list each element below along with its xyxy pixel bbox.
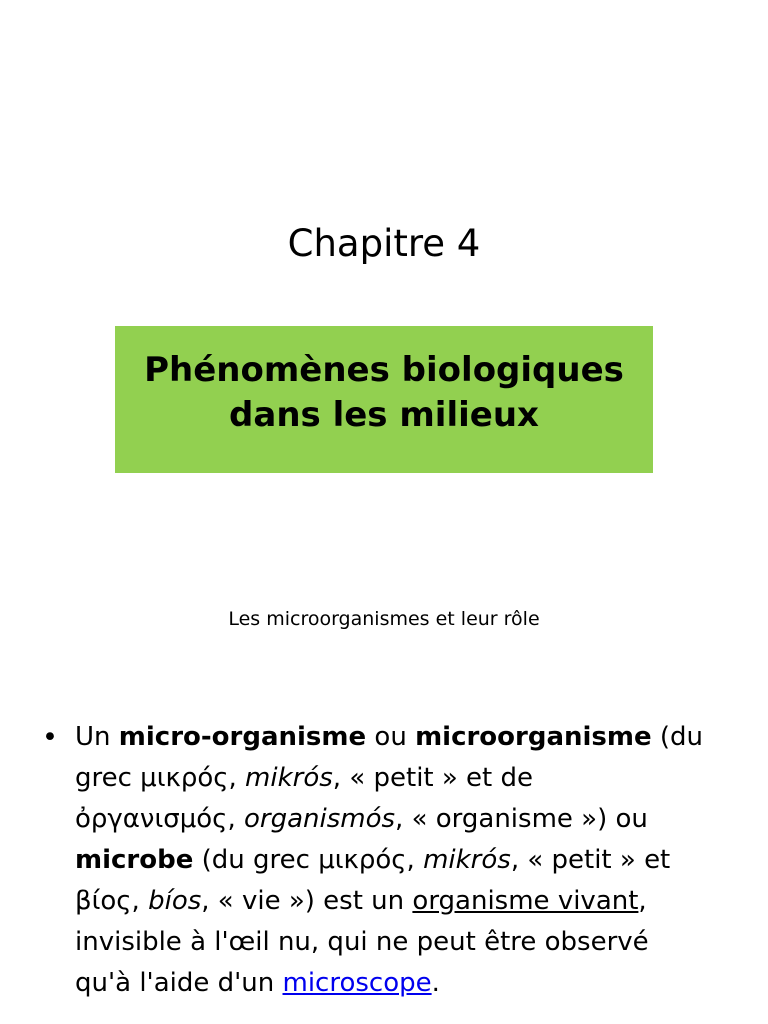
text-run: βίος,: [75, 886, 149, 916]
bullet-marker: •: [42, 722, 58, 753]
text-run: ὀργανισμός,: [75, 804, 244, 834]
text-run: Un: [75, 722, 119, 752]
text-run: , « vie ») est un: [201, 886, 413, 916]
term-microorganisme: microorganisme: [415, 722, 652, 752]
bullet-line: [75, 922, 722, 963]
text-run: ,: [638, 886, 647, 916]
bullet-line: [75, 963, 722, 1004]
bullet-item: [75, 717, 722, 1004]
term-micro-organisme: micro-organisme: [118, 722, 367, 752]
chapter-heading: Chapitre 4: [287, 222, 481, 265]
text-run: , « petit » et: [510, 845, 671, 875]
italic-term: mikrós: [245, 763, 333, 793]
bullet-line: [75, 717, 722, 758]
text-run: , « organisme ») ou: [395, 804, 648, 834]
italic-term: organismós: [243, 804, 396, 834]
italic-term: mikrós: [423, 845, 511, 875]
bullet-line: [75, 799, 722, 840]
underlined-term: organisme vivant: [412, 886, 639, 916]
slide-title: [144, 348, 624, 438]
italic-term: bíos: [148, 886, 202, 916]
text-run: (du: [651, 722, 704, 752]
title-line-2: dans les milieux: [229, 394, 539, 435]
title-banner: [115, 326, 653, 473]
text-run: (du grec μικρός,: [193, 845, 424, 875]
slide-subtitle: Les microorganismes et leur rôle: [228, 608, 540, 630]
microscope-link[interactable]: microscope: [282, 968, 432, 998]
title-line-1: Phénomènes biologiques: [144, 349, 624, 390]
text-run: , « petit » et de: [332, 763, 534, 793]
term-microbe: microbe: [75, 845, 194, 875]
text-run: invisible à l'œil nu, qui ne peut être observé: [75, 927, 649, 957]
bullet-list: [42, 717, 722, 1004]
text-run: qu'à l'aide d'un: [75, 968, 283, 998]
text-run: ou: [366, 722, 416, 752]
text-run: .: [431, 968, 440, 998]
bullet-line: [75, 881, 722, 922]
bullet-line: [75, 840, 722, 881]
bullet-line: [75, 758, 722, 799]
text-run: grec μικρός,: [75, 763, 246, 793]
